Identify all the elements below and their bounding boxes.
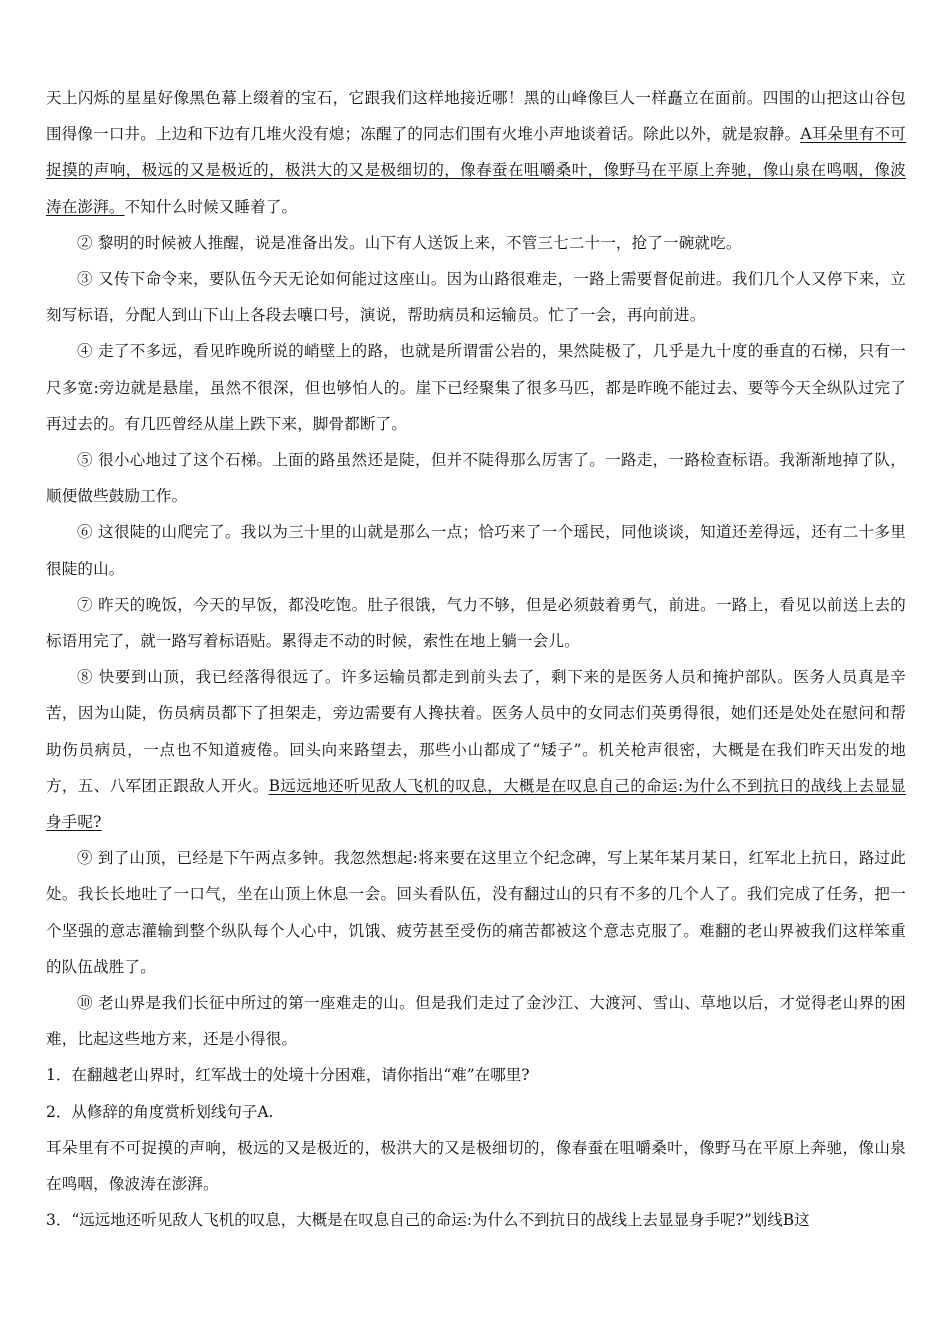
paragraph-8-text: ⑧ 快要到山顶，我已经落得很远了。许多运输员都走到前头去了，剩下来的是医务人员和掩护部队。医务人员真是辛苦，因为山陡，伤员病员都下了担架走，旁边需要有人搀扶着。医务人员中的女同志们英勇得很，她们还是处处在慰问和帮助伤员病员，一点也不知道疲倦。回头向来路望去，那些小山都成了“矮子”。机关枪声很密，大概是在我们昨天出发的地方，五、八军团正跟敌人开火。	[46, 668, 906, 795]
paragraph-1	[46, 80, 906, 225]
document-page	[46, 80, 906, 1239]
paragraph-8	[46, 659, 906, 840]
paragraph-5: ⑤ 很小心地过了这个石梯。上面的路虽然还是陡，但并不陡得那么厉害了。一路走，一路检查标语。我渐渐地掉了队，顺便做些鼓励工作。	[46, 451, 906, 506]
question-2: 2．从修辞的角度赏析划线句子A.	[46, 1102, 274, 1121]
question-2-quote: 耳朵里有不可捉摸的声响，极远的又是极近的，极洪大的又是极细切的，像春蚕在咀嚼桑叶，像野马在平原上奔驰，像山泉在鸣咽，像波涛在澎湃。	[46, 1138, 906, 1194]
paragraph-1-tail: 不知什么时候又睡着了。	[124, 197, 298, 216]
paragraph-4: ④ 走了不多远，看见昨晚所说的峭壁上的路，也就是所谓雷公岩的，果然陡极了，几乎是九十度的垂直的石梯，只有一尺多宽:旁边就是悬崖，虽然不很深，但也够怕人的。崖下已经聚集了很多马匹，都是昨晚不能过去、要等今天全纵队过完了再过去的。有几匹曾经从崖上跌下来，脚骨都断了。	[46, 342, 906, 433]
question-1: 1．在翻越老山界时，红军战士的处境十分困难，请你指出“难”在哪里?	[46, 1066, 530, 1085]
underlined-sentence-a: A耳朵里有不可捉摸的声响，极远的又是极近的，极洪大的又是极细切的，像春蚕在咀嚼桑叶，像野马在平原上奔驰，像山泉在鸣咽，像波涛在澎湃。	[46, 125, 906, 216]
paragraph-3: ③ 又传下命令来，要队伍今天无论如何能过这座山。因为山路很难走，一路上需要督促前进。我们几个人又停下来，立刻写标语，分配人到山下山上各段去嚷口号，演说，帮助病员和运输员。忙了一会，再向前进。	[46, 270, 906, 325]
paragraph-10: ⑩ 老山界是我们长征中所过的第一座难走的山。但是我们走过了金沙江、大渡河、雪山、草地以后，才觉得老山界的困难，比起这些地方来，还是小得很。	[46, 994, 906, 1049]
paragraph-1-text: 天上闪烁的星星好像黑色幕上缀着的宝石，它跟我们这样地接近哪！黑的山峰像巨人一样矗立在面前。四围的山把这山谷包围得像一口井。上边和下边有几堆火没有熄；冻醒了的同志们围有火堆小声地谈着话。除此以外，就是寂静。	[46, 89, 906, 144]
paragraph-9: ⑨ 到了山顶，已经是下午两点多钟。我忽然想起:将来要在这里立个纪念碑，写上某年某月某日，红军北上抗日，路过此处。我长长地吐了一口气，坐在山顶上休息一会。回头看队伍，没有翻过山的只有不多的几个人了。我们完成了任务，把一个坚强的意志灌输到整个纵队每个人心中，饥饿、疲劳甚至受伤的痛苦都被这个意志克服了。难翻的老山界被我们这样笨重的队伍战胜了。	[46, 849, 906, 976]
paragraph-6: ⑥ 这很陡的山爬完了。我以为三十里的山就是那么一点；恰巧来了一个瑶民，同他谈谈，知道还差得远，还有二十多里很陡的山。	[46, 523, 906, 578]
paragraph-2: ② 黎明的时候被人推醒，说是准备出发。山下有人送饭上来，不管三七二十一，抢了一碗就吃。	[77, 233, 742, 252]
paragraph-7: ⑦ 昨天的晚饭，今天的早饭，都没吃饱。肚子很饿，气力不够，但是必须鼓着勇气，前进。一路上，看见以前送上去的标语用完了，就一路写着标语贴。累得走不动的时候，索性在地上躺一会儿。	[46, 595, 906, 651]
underlined-sentence-b: B远远地还听见敌人飞机的叹息，大概是在叹息自己的命运:为什么不到抗日的战线上去显显身手呢?	[46, 776, 906, 832]
question-3: 3．“远远地还听见敌人飞机的叹息，大概是在叹息自己的命运:为什么不到抗日的战线上去显显身手呢?”划线B这	[46, 1211, 810, 1230]
